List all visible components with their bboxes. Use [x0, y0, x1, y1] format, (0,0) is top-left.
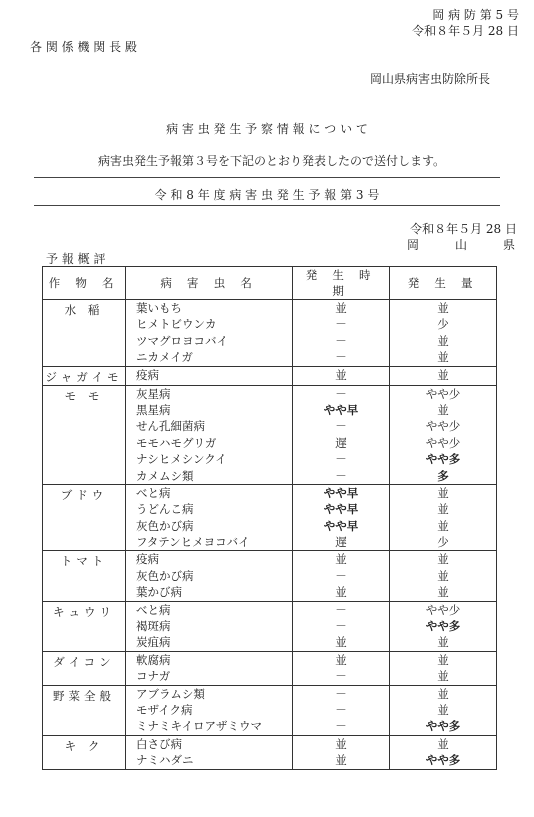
occurrence-timing-cell	[293, 366, 390, 385]
pest-name: 炭疽病	[136, 635, 171, 650]
occurrence-amount: 並	[437, 669, 449, 684]
table-body	[43, 300, 497, 770]
occurrence-timing-cell	[293, 484, 390, 551]
occurrence-timing-cell	[293, 651, 390, 685]
occurrence-amount: 並	[437, 585, 449, 600]
occurrence-timing: －	[335, 719, 347, 734]
occurrence-timing: 並	[335, 635, 347, 650]
occurrence-amount: やや多	[425, 452, 461, 467]
table-row	[43, 366, 497, 385]
occurrence-timing: 並	[335, 367, 347, 382]
pest-name: ミナミキイロアザミウマ	[136, 719, 263, 734]
occurrence-timing: －	[335, 468, 347, 483]
occurrence-timing: －	[335, 669, 347, 684]
notice-title: 病 害 虫 発 生 予 察 情 報 に つ い て	[166, 122, 368, 136]
header-pest: 病 害 虫 名	[126, 267, 293, 300]
occurrence-timing: －	[335, 317, 347, 332]
pest-name: 疫病	[136, 367, 159, 382]
pest-name: 葉かび病	[136, 585, 182, 600]
occurrence-timing-cell	[293, 735, 390, 769]
occurrence-amount: 並	[437, 367, 449, 382]
pest-name: べと病	[136, 602, 171, 617]
occurrence-amount: 並	[437, 301, 449, 315]
occurrence-timing-cell	[293, 300, 390, 367]
occurrence-amount: 並	[437, 350, 449, 365]
occurrence-amount-cell	[390, 651, 497, 685]
crop-name: モ モ	[43, 385, 126, 484]
occurrence-timing: －	[335, 702, 347, 717]
pest-name-cell	[126, 300, 293, 367]
pest-name: べと病	[136, 485, 171, 500]
occurrence-amount: やや少	[425, 386, 461, 401]
header-crop: 作 物 名	[43, 267, 126, 300]
occurrence-amount: 並	[437, 402, 449, 417]
divider-top	[34, 177, 500, 178]
occurrence-timing: やや早	[323, 502, 359, 517]
occurrence-timing: －	[335, 686, 347, 701]
addressee: 各 関 係 機 関 長 殿	[30, 40, 137, 54]
pest-name: ナシヒメシンクイ	[136, 452, 227, 467]
occurrence-amount: 多	[437, 468, 449, 483]
pest-name: 軟腐病	[136, 652, 171, 667]
pest-name-cell	[126, 735, 293, 769]
pest-name: 疫病	[136, 552, 159, 567]
occurrence-amount-cell	[390, 300, 497, 367]
occurrence-timing: 並	[335, 753, 347, 768]
crop-name: ブドウ	[43, 484, 126, 551]
pest-name: 白さび病	[136, 736, 182, 751]
pest-name-cell	[126, 551, 293, 601]
pest-name: モモハモグリガ	[136, 435, 217, 450]
occurrence-amount: やや多	[425, 719, 461, 734]
occurrence-amount: 並	[437, 502, 449, 517]
occurrence-timing: －	[335, 333, 347, 348]
crop-name: キュウリ	[43, 601, 126, 651]
sender: 岡山県病害虫防除所長	[369, 72, 490, 86]
pest-name: 灰星病	[136, 386, 171, 401]
pest-name: カメムシ類	[136, 468, 194, 483]
table-row	[43, 300, 497, 367]
pest-name-cell	[126, 385, 293, 484]
occurrence-amount: 並	[437, 686, 449, 701]
occurrence-amount-cell	[390, 385, 497, 484]
pest-name: せん孔細菌病	[136, 419, 205, 434]
table-row	[43, 484, 497, 551]
occurrence-amount: やや少	[425, 602, 461, 617]
occurrence-timing: 並	[335, 585, 347, 600]
document-number: 岡 病 防 第 5 号	[432, 8, 519, 22]
occurrence-amount: 並	[437, 333, 449, 348]
pest-name-cell	[126, 366, 293, 385]
occurrence-amount: 並	[437, 736, 449, 751]
header-amount: 発 生 量	[390, 267, 497, 300]
occurrence-amount: やや少	[425, 435, 461, 450]
occurrence-amount-cell	[390, 551, 497, 601]
occurrence-timing-cell	[293, 601, 390, 651]
issuer-char: 県	[502, 238, 515, 252]
issuer-char: 岡	[407, 238, 420, 252]
table-row	[43, 735, 497, 769]
pest-name: 黒星病	[136, 402, 171, 417]
report-title: 令 和 8 年 度 病 害 虫 発 生 予 報 第 3 号	[154, 188, 380, 202]
occurrence-amount: 並	[437, 552, 449, 567]
pest-name-cell	[126, 484, 293, 551]
report-issuer	[407, 236, 515, 253]
table-row	[43, 551, 497, 601]
report-date: 令和８年５月 28 日	[410, 222, 517, 236]
occurrence-amount: 並	[437, 702, 449, 717]
issuer-char: 山	[454, 238, 467, 252]
occurrence-timing: やや早	[323, 485, 359, 500]
pest-name-cell	[126, 685, 293, 735]
pest-name: ナミハダニ	[136, 753, 194, 768]
occurrence-amount: 並	[437, 635, 449, 650]
occurrence-timing-cell	[293, 551, 390, 601]
occurrence-amount: 並	[437, 568, 449, 583]
pest-name: 葉いもち	[136, 301, 182, 315]
occurrence-timing: －	[335, 350, 347, 365]
occurrence-amount: 少	[437, 317, 449, 332]
occurrence-timing: やや早	[323, 518, 359, 533]
pest-name-cell	[126, 651, 293, 685]
crop-name: ジャガイモ	[43, 366, 126, 385]
crop-name: キ ク	[43, 735, 126, 769]
pest-name: ツマグロヨコバイ	[136, 333, 228, 348]
crop-name: 水 稲	[43, 300, 126, 367]
divider-bottom	[34, 205, 500, 206]
pest-name-cell	[126, 601, 293, 651]
occurrence-timing: －	[335, 419, 347, 434]
occurrence-amount-cell	[390, 484, 497, 551]
crop-name: トマト	[43, 551, 126, 601]
pest-name: ニカメイガ	[136, 350, 193, 365]
occurrence-timing: －	[335, 619, 347, 634]
header-timing: 発 生 時 期	[293, 267, 390, 300]
occurrence-amount: やや多	[425, 753, 461, 768]
occurrence-amount: やや多	[425, 619, 461, 634]
pest-name: 褐斑病	[136, 619, 171, 634]
occurrence-amount-cell	[390, 366, 497, 385]
occurrence-timing: 遅	[335, 435, 347, 450]
document-date: 令和８年５月 28 日	[412, 24, 519, 38]
table-header-row	[43, 267, 497, 300]
crop-name: ダイコン	[43, 651, 126, 685]
occurrence-timing: －	[335, 602, 347, 617]
pest-name: 灰色かび病	[136, 568, 194, 583]
pest-name: コナガ	[136, 669, 171, 684]
crop-name: 野菜全般	[43, 685, 126, 735]
table-row	[43, 385, 497, 484]
occurrence-timing: やや早	[323, 402, 359, 417]
occurrence-amount: 少	[437, 535, 449, 550]
occurrence-timing: －	[335, 452, 347, 467]
pest-name: アブラムシ類	[136, 686, 205, 701]
table-row	[43, 685, 497, 735]
forecast-table	[42, 266, 497, 770]
pest-name: ヒメトビウンカ	[136, 317, 217, 332]
pest-name: フタテンヒメヨコバイ	[136, 535, 250, 550]
notice-body: 病害虫発生予報第３号を下記のとおり発表したので送付します。	[98, 154, 446, 168]
table-row	[43, 651, 497, 685]
occurrence-amount-cell	[390, 601, 497, 651]
occurrence-timing: －	[335, 386, 347, 401]
occurrence-timing: 並	[335, 301, 347, 315]
occurrence-amount: 並	[437, 518, 449, 533]
section-label: 予 報 概 評	[46, 252, 106, 266]
occurrence-amount: 並	[437, 652, 449, 667]
occurrence-timing: －	[335, 568, 347, 583]
occurrence-timing-cell	[293, 385, 390, 484]
occurrence-timing: 遅	[335, 535, 347, 550]
pest-name: 灰色かび病	[136, 518, 194, 533]
occurrence-timing: 並	[335, 736, 347, 751]
occurrence-amount-cell	[390, 685, 497, 735]
table-row	[43, 601, 497, 651]
occurrence-timing: 並	[335, 652, 347, 667]
occurrence-amount: やや少	[425, 419, 461, 434]
occurrence-timing-cell	[293, 685, 390, 735]
pest-name: うどんこ病	[136, 502, 194, 517]
pest-name: モザイク病	[136, 702, 193, 717]
occurrence-amount-cell	[390, 735, 497, 769]
occurrence-amount: 並	[437, 485, 449, 500]
occurrence-timing: 並	[335, 552, 347, 567]
